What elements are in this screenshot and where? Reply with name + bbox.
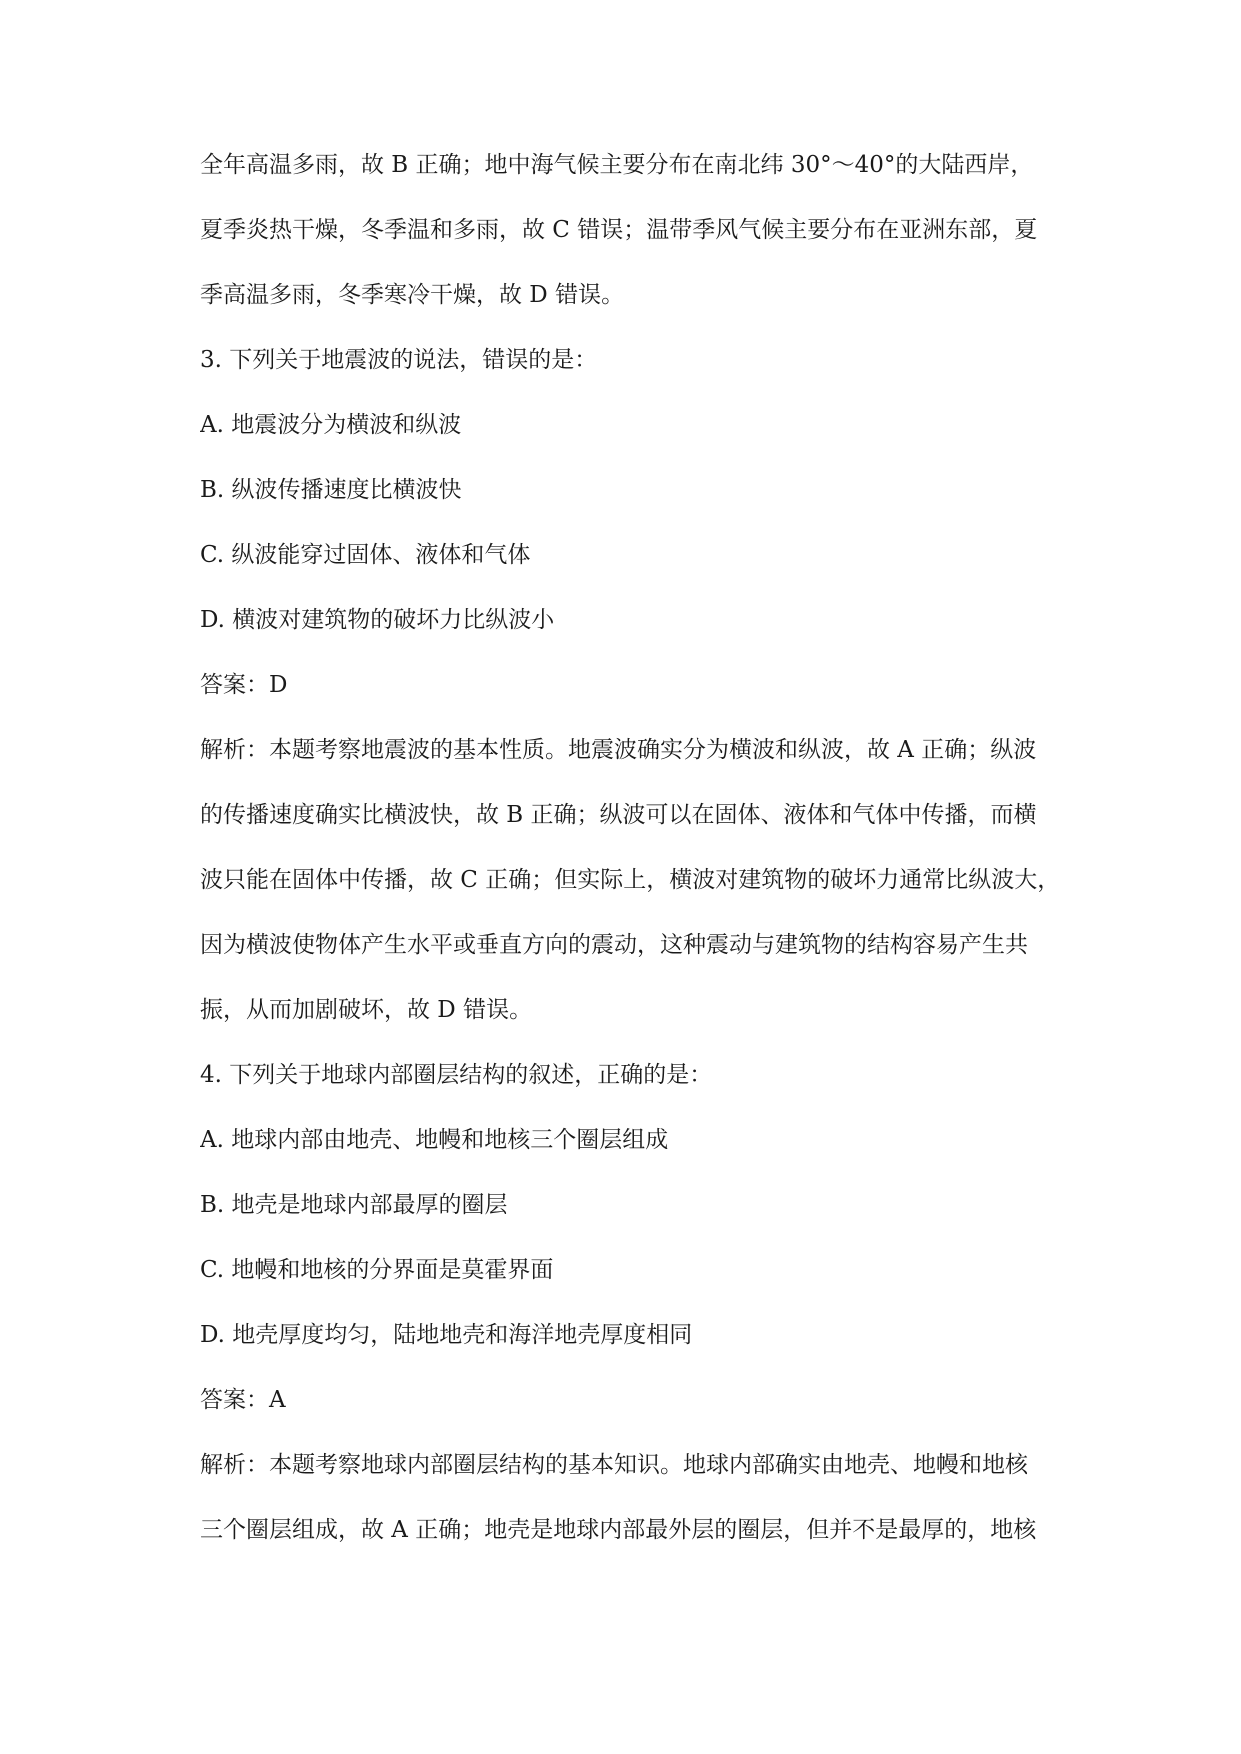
question-3-stem: 3. 下列关于地震波的说法，错误的是： [200,347,598,373]
text-line: 全年高温多雨，故 B 正确；地中海气候主要分布在南北纬 30°～40°的大陆西岸， [200,152,1034,178]
question-4-option-a: A. 地球内部由地壳、地幔和地核三个圈层组成 [200,1127,669,1153]
question-3-explanation-line: 波只能在固体中传播，故 C 正确；但实际上，横波对建筑物的破坏力通常比纵波大， [200,867,1061,893]
question-3-option-b: B. 纵波传播速度比横波快 [200,477,462,503]
question-3-explanation-line: 解析：本题考察地震波的基本性质。地震波确实分为横波和纵波，故 A 正确；纵波 [200,737,1037,763]
question-3-option-c: C. 纵波能穿过固体、液体和气体 [200,542,531,568]
document-body [200,142,1090,1572]
question-4-explanation-line: 解析：本题考察地球内部圈层结构的基本知识。地球内部确实由地壳、地幔和地核 [200,1452,1028,1478]
question-4-answer: 答案：A [200,1387,286,1413]
text-line: 季高温多雨，冬季寒冷干燥，故 D 错误。 [200,282,625,308]
question-3-option-d: D. 横波对建筑物的破坏力比纵波小 [200,607,555,633]
question-4-option-d: D. 地壳厚度均匀，陆地地壳和海洋地壳厚度相同 [200,1322,693,1348]
question-3-explanation-line: 振，从而加剧破坏，故 D 错误。 [200,997,533,1023]
question-4-explanation-line: 三个圈层组成，故 A 正确；地壳是地球内部最外层的圈层，但并不是最厚的，地核 [200,1517,1037,1543]
question-3-explanation-line: 因为横波使物体产生水平或垂直方向的震动，这种震动与建筑物的结构容易产生共 [200,932,1028,958]
text-line: 夏季炎热干燥，冬季温和多雨，故 C 错误；温带季风气候主要分布在亚洲东部，夏 [200,217,1038,243]
question-3-explanation-line: 的传播速度确实比横波快，故 B 正确；纵波可以在固体、液体和气体中传播，而横 [200,802,1037,828]
question-4-option-b: B. 地壳是地球内部最厚的圈层 [200,1192,508,1218]
question-3-answer: 答案：D [200,672,288,698]
question-4-stem: 4. 下列关于地球内部圈层结构的叙述，正确的是： [200,1062,713,1088]
question-4-option-c: C. 地幔和地核的分界面是莫霍界面 [200,1257,554,1283]
question-3-option-a: A. 地震波分为横波和纵波 [200,412,462,438]
